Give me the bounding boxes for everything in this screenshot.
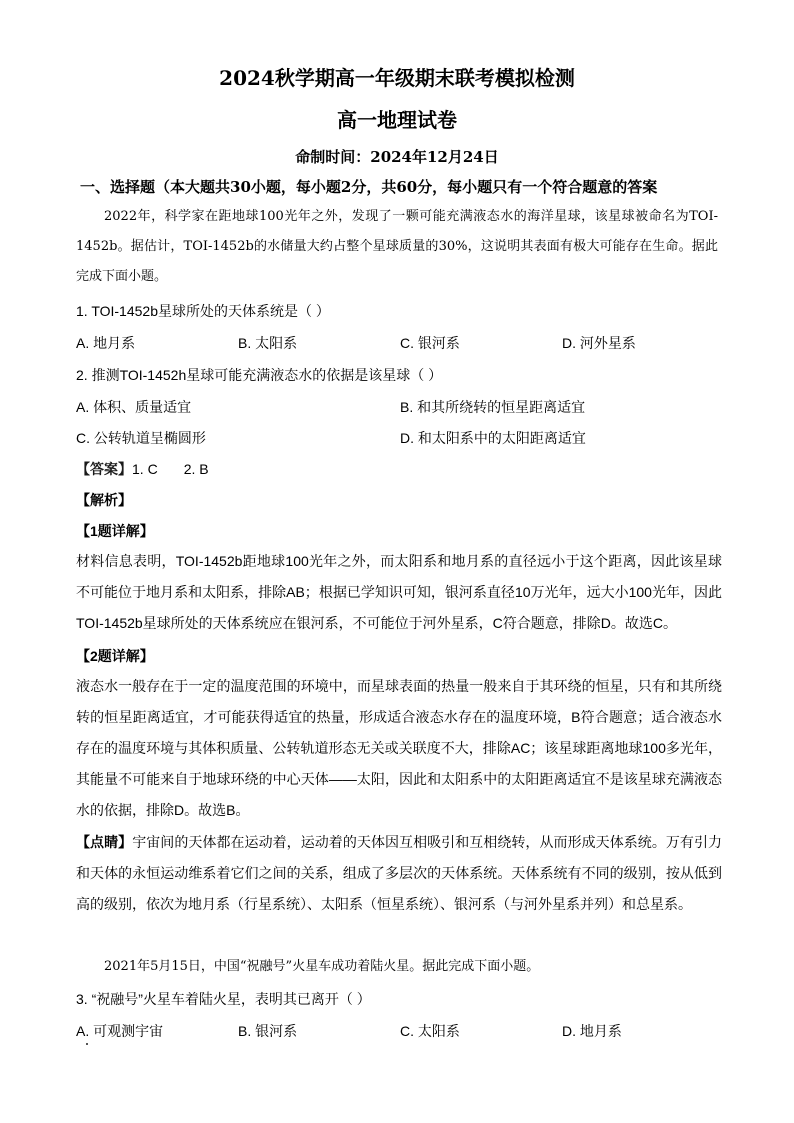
detail-1-text: 材料信息表明，TOI-1452b距地球100光年之外，而太阳系和地月系的直径远小于这个距离，因此该星球不可能位于地月系和太阳系，排除AB；根据已学知识可知，银河系直径10万光年，远大小100光年，因此TOI-1452b星球所处的天体系统应在银河系，不可能位于河外星系，C符合题意，排除D。故选C。 [76,553,722,631]
detail-2-label: 【2题详解】 [76,648,154,664]
answer-label: 【答案】 [76,461,132,477]
question-3-option-a: A. 可观测宇宙 [76,1023,164,1039]
tip-text: 宇宙间的天体都在运动着，运动着的天体因互相吸引和互相绕转，从而形成天体系统。万有引力和天体的永恒运动维系着它们之间的关系，组成了多层次的天体系统。天体系统有不同的级别，按从低到高的级别，依次为地月系（行星系统）、太阳系（恒星系统）、银河系（与河外星系并列）和总星系。 [76,834,723,912]
reading-passage-1: 2022年，科学家在距地球100光年之外，发现了一颗可能充满液态水的海洋星球，该星球被命名为TOI-1452b。据估计，TOI-1452b的水储量大约占整个星球质量的30%，这说明其表面有极大可能存在生命。据此完成下面小题。 [76,209,718,284]
tip-block [76,827,722,920]
question-2-option-c: C. 公转轨道呈椭圆形 [76,430,206,446]
section-heading: 一、选择题（本大题共30小题，每小题2分，共60分，每小题只有一个符合题意的答案 [80,178,658,196]
detail-1-label: 【1题详解】 [76,523,154,539]
question-1-option-b: B. 太阳系 [238,335,298,351]
exam-date-line: 命制时间：2024年12月24日 [295,148,499,166]
analysis-label: 【解析】 [76,492,132,508]
question-3-option-b: B. 银河系 [238,1023,298,1039]
stray-dot-mark [86,1043,88,1045]
exam-title: 2024秋学期高一年级期末联考模拟检测 [219,66,575,90]
question-2-option-a: A. 体积、质量适宜 [76,399,192,415]
question-1-option-c: C. 银河系 [400,335,460,351]
question-3-option-d: D. 地月系 [562,1023,622,1039]
answer-1: 1. C [132,461,158,477]
question-2-option-d: D. 和太阳系中的太阳距离适宜 [400,430,586,446]
tip-label: 【点睛】 [76,834,133,850]
exam-subject-title: 高一地理试卷 [337,108,457,132]
answer-line [76,459,722,479]
question-2-option-b: B. 和其所绕转的恒星距离适宜 [400,399,586,415]
question-2-stem: 2. 推测TOI-1452h星球可能充满液态水的依据是该星球（ ） [76,367,443,383]
question-3-stem: 3. “祝融号”火星车着陆火星，表明其已离开（ ） [76,991,371,1007]
question-1-option-d: D. 河外星系 [562,335,636,351]
question-3-option-c: C. 太阳系 [400,1023,460,1039]
detail-2-text: 液态水一般存在于一定的温度范围的环境中，而星球表面的热量一般来自于其环绕的恒星，只有和其所绕转的恒星距离适宜，才可能获得适宜的热量，形成适合液态水存在的温度环境，B符合题意；适合液态水存在的温度环境与其体积质量、公转轨道形态无关或关联度不大，排除AC；该星球距离地球100多光年，其能量不可能来自于地球环绕的中心天体——太阳，因此和太阳系中的太阳距离适宜不是该星球充满液态水的依据，排除D。故选B。 [76,678,722,818]
question-1-stem: 1. TOI-1452b星球所处的天体系统是（ ） [76,303,330,319]
question-1-option-a: A. 地月系 [76,335,136,351]
reading-passage-2: 2021年5月15日，中国“祝融号”火星车成功着陆火星。据此完成下面小题。 [104,959,540,974]
answer-2: 2. B [183,461,209,477]
